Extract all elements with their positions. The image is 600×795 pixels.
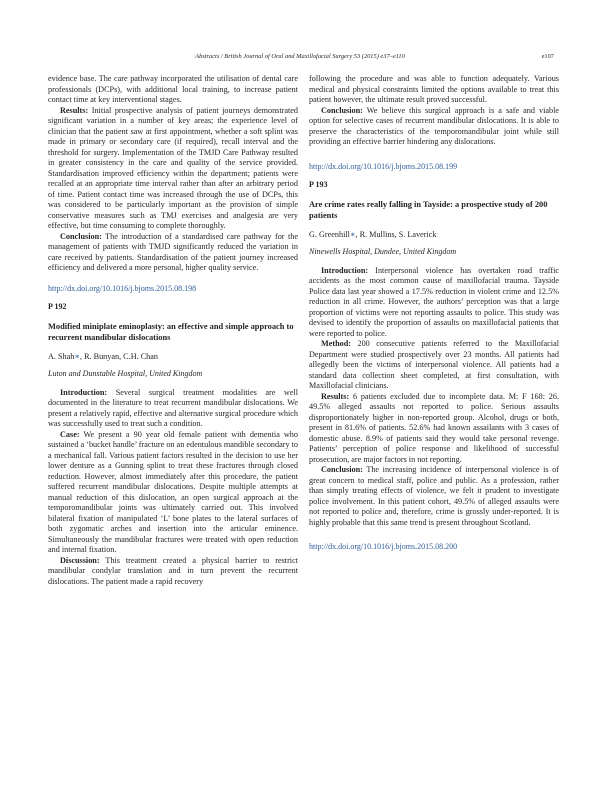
abstract-title-193: Are crime rates really falling in Tayside: a prospective study of 200 patients xyxy=(309,199,548,220)
case-text: We present a 90 year old female patient with dementia who sustained a ‘bucket handle’ fracture on an edentulous mandible secondary to a mechanical fall. Various patient factors resulted in the decision to use her lower denture as a Gunning splint to treat these fractures through closed reduction. However, almost immediately after this procedure, the patient suffered recurrent mandibular dislocations. Despite multiple attempts at manual reduction of this dislocation, an open surgical approach at the temporomandibular joints was ultimately carried out. This involved bilateral fixation of manipulated ‘L’ bone plates to the lateral surfaces of both zygomatic arches and insertion into the articular eminence. Simultaneously the mandibular fractures were treated with open reduction and internal fixation. xyxy=(48,429,298,554)
conclusion-heading: Conclusion: xyxy=(321,105,363,115)
authors-192 xyxy=(48,352,298,363)
introduction-paragraph xyxy=(309,266,559,340)
doi-link-199[interactable]: http://dx.doi.org/10.1016/j.bjoms.2015.08.199 xyxy=(309,161,458,171)
spacer xyxy=(309,148,559,162)
corresponding-author-mark[interactable]: ∗ xyxy=(74,351,80,361)
results-heading: Results: xyxy=(321,391,350,401)
results-paragraph xyxy=(309,392,559,466)
conclusion-text: We believe this surgical approach is a safe and viable option for selective cases of recurrent mandibular dislocations. It is able to preserve the characteristics of the temporomandibular joint while still providing an effective barrier hindering any dislocations. xyxy=(309,105,559,146)
abstract-number-193: P 193 xyxy=(309,180,328,189)
discussion-text: This treatment created a physical barrier to restrict mandibular condylar translation and in turn prevent the recurrent dislocations. The patient made a rapid recovery xyxy=(48,555,298,586)
introduction-heading: Introduction: xyxy=(60,387,108,397)
first-author: A. Shah xyxy=(48,351,75,361)
right-column xyxy=(309,74,559,561)
discussion-continuation: following the procedure and was able to function adequately. Various medical and physical constraints limited the options available to treat this patient however, the ultimate result proved successful. xyxy=(309,74,559,104)
left-column xyxy=(48,74,298,587)
authors-193 xyxy=(309,230,559,241)
results-paragraph xyxy=(48,106,298,232)
conclusion-paragraph-193 xyxy=(309,465,559,528)
corresponding-author-mark[interactable]: ∗ xyxy=(349,229,356,239)
introduction-paragraph xyxy=(48,388,298,430)
first-author: G. Greenhill xyxy=(309,229,350,239)
spacer xyxy=(309,528,559,542)
introduction-text: Several surgical treatment modalities are well documented in the literature to treat recurrent mandibular dislocations. We present a relatively rapid, effective and alternative surgical procedure which was successfully used to treat such a condition. xyxy=(48,387,298,428)
page-number: e107 xyxy=(541,53,554,60)
other-authors: , R. Bunyan, C.H. Chan xyxy=(79,351,158,361)
case-heading: Case: xyxy=(60,429,80,439)
intro-continuation: evidence base. The care pathway incorporated the utilisation of dental care professionals (DCPs), with additional local training, to increase patient contact time at key interventional stages. xyxy=(48,74,298,104)
method-heading: Method: xyxy=(321,339,352,348)
discussion-paragraph xyxy=(48,556,298,588)
conclusion-paragraph-192 xyxy=(309,106,559,148)
method-text: 200 consecutive patients referred to the Maxillofacial Department were studied prospectively over 23 months. All patients had allegedly been the victims of interpersonal violence. All patients had a standard data collection sheet completed, at first consultation, with Maxillofacial clinicians. xyxy=(309,339,559,390)
journal-title: Abstracts / British Journal of Oral and Maxillofacial Surgery 53 (2015) e37–e110 xyxy=(195,53,405,60)
other-authors: , R. Mullins, S. Laverick xyxy=(355,229,437,239)
conclusion-heading: Conclusion: xyxy=(321,465,363,474)
method-paragraph xyxy=(309,339,559,392)
affiliation-193: Ninewells Hospital, Dundee, United Kingdom xyxy=(309,247,457,256)
conclusion-paragraph xyxy=(48,232,298,274)
conclusion-text: The increasing incidence of interpersonal violence is of great concern to medical staff, police and public. As a profession, rather than simply treating effects of violence, we felt it prudent to investigate police involvement. In this patient cohort, 49.5% of alleged assaults were not reported to police and, therefore, crime is grossly under-reported. It is highly probable that this same trend is present throughout Scotland. xyxy=(309,465,559,527)
doi-link-200[interactable]: http://dx.doi.org/10.1016/j.bjoms.2015.08.200 xyxy=(309,542,458,551)
doi-link-198[interactable]: http://dx.doi.org/10.1016/j.bjoms.2015.08.198 xyxy=(48,283,197,293)
discussion-heading: Discussion: xyxy=(60,555,100,565)
abstract-title-192: Modified miniplate eminoplasty: an effective and simple approach to recurrent mandibular dislocations xyxy=(48,321,294,342)
affiliation-192: Luton and Dunstable Hospital, United Kingdom xyxy=(48,369,203,378)
abstract-number-192: P 192 xyxy=(48,302,67,311)
results-heading: Results: xyxy=(60,105,89,115)
results-text: Initial prospective analysis of patient journeys demonstrated significant variation in a number of key areas; the experience level of clinician that the patient saw at first appointment, whether a soft splint was made in primary or secondary care (if required), recall interval and the threshold for surgery. Implementation of the TMJD Care Pathway resulted in greater consistency in the care and quality of the service provided. Standardisation improved efficiency within the department; patients were recalled at an appropriate time interval rather than after an arbitrary period of time. Patient contact time was increased through the use of DCPs, this was considered to be particularly important as the provision of simple conservative measures such as TMJ exercises and analgesia are very effective, but time consuming to complete thoroughly. xyxy=(48,105,298,230)
running-header xyxy=(46,53,554,65)
results-text: 6 patients excluded due to incomplete data. M: F 168: 26. 49.5% alleged assaults not reported to police. Serious assaults disproportionately higher in non-reported group. Alcohol, drugs or both, present in 81.6% of patients. 52.6% had known assailants with 3 cases of domestic abuse. 8.9% of patients said they would take personal revenge. Patients’ perception of police response and likelihood of successful prosecution, are major factors in not reporting. xyxy=(309,391,559,464)
conclusion-text: The introduction of a standardised care pathway for the management of patients with TMJD significantly reduced the variation in care received by patients. Standardisation of the patient journey increased efficiency and delivered a more personal, higher quality service. xyxy=(48,231,298,272)
case-paragraph xyxy=(48,430,298,556)
introduction-text: Interpersonal violence has overtaken road traffic accidents as the most common cause of maxillofacial trauma. Tayside Police data last year showed a 17.5% reduction in violent crime and 12.5% reduction in all crime. However, the authors’ perception was that a large proportion of victims were not reporting assaults to police. This study was devised to identify the proportion of assaults on maxillofacial patients that were reported to police. xyxy=(309,265,559,338)
introduction-heading: Introduction: xyxy=(321,265,369,275)
conclusion-heading: Conclusion: xyxy=(60,231,102,241)
